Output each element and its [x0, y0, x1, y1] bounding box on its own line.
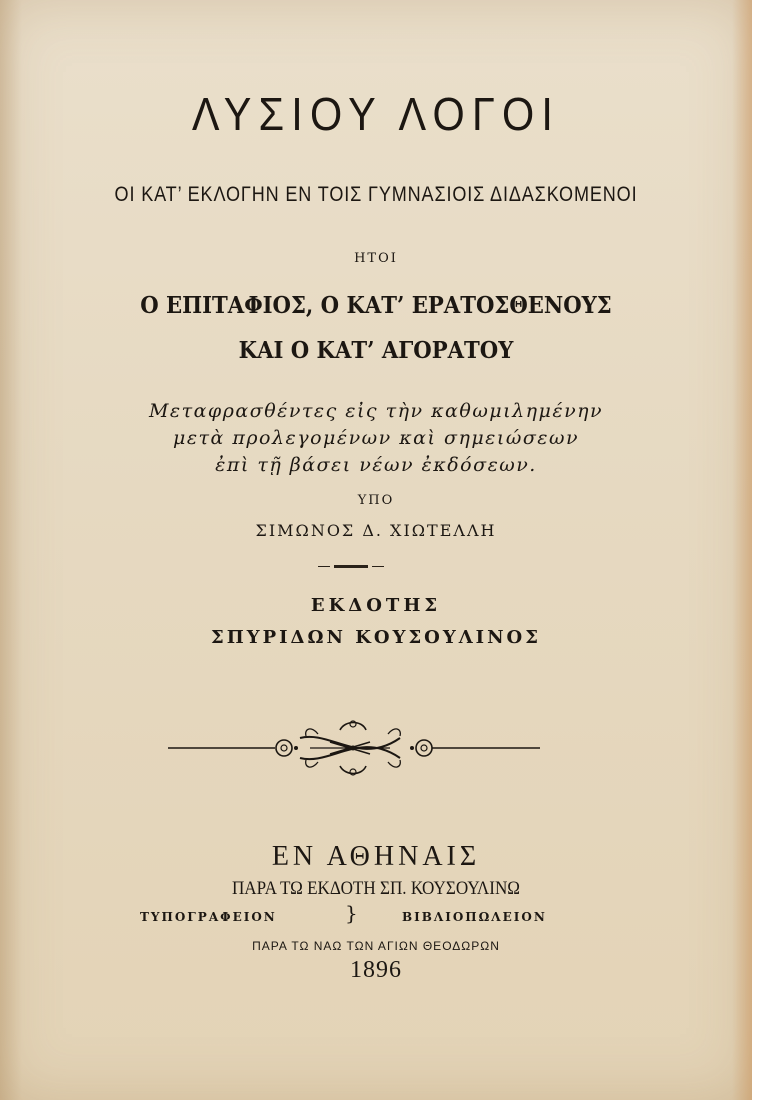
by-text: ΥΠΟ: [357, 493, 395, 508]
shop-brace: }: [345, 901, 360, 925]
works-line-1: Ο ΕΠΙΤΑΦΙΟΣ, Ο ΚΑΤ’ ΕΡΑΤΟΣΘΕΝΟΥΣ: [140, 292, 612, 319]
rule-divider-right: [372, 566, 384, 567]
publisher-label: ΕΚΔΟΤΗΣ: [310, 595, 442, 616]
translation-note-line-2: μετὰ προλεγομένων καὶ σημειώσεων: [172, 427, 580, 449]
imprint-city: ΕΝ ΑΘΗΝΑΙΣ: [271, 841, 481, 872]
shop-printing-house: ΤΥΠΟΓΡΑΦΕΙΟΝ: [140, 910, 277, 924]
shop-bookstore: ΒΙΒΛΙΟΠΩΛΕΙΟΝ: [402, 910, 547, 924]
imprint-shops: [0, 901, 752, 930]
conjunction-text: ΗΤΟΙ: [354, 251, 398, 266]
imprint-address: ΠΑΡΑ ΤΩ ΕΚΔΟΤΗ ΣΠ. ΚΟΥΣΟΥΛΙΝΩ: [231, 878, 521, 899]
scroll-flourish-ornament-icon: [0, 712, 752, 784]
rule-divider: [334, 565, 368, 568]
publication-year: 1896: [350, 957, 402, 983]
publisher-name: ΣΠΥΡΙΔΩΝ ΚΟΥΣΟΥΛΙΝΟΣ: [211, 627, 541, 648]
rule-divider-left: [318, 566, 330, 567]
translation-note-line-1: Μεταφρασθέντες εἰς τὴν καθωμιλημένην: [148, 400, 604, 422]
author-name: ΣΙΜΩΝΟΣ Δ. ΧΙΩΤΕΛΛΗ: [255, 521, 497, 540]
translation-note-line-3: ἐπὶ τῇ βάσει νέων ἐκδόσεων.: [215, 454, 537, 476]
right-edge-stain: [732, 0, 752, 1100]
book-subtitle: ΟΙ ΚΑΤ’ ΕΚΛΟΓΗΝ ΕΝ ΤΟΙΣ ΓΥΜΝΑΣΙΟΙΣ ΔΙΔΑΣΚΟΜΕΝΟΙ: [114, 183, 638, 206]
left-edge-shadow: [0, 0, 22, 1100]
works-line-2: ΚΑΙ Ο ΚΑΤ’ ΑΓΟΡΑΤΟΥ: [238, 337, 514, 364]
imprint-location: ΠΑΡΑ ΤΩ ΝΑΩ ΤΩΝ ΑΓΙΩΝ ΘΕΟΔΩΡΩΝ: [252, 939, 500, 953]
book-title: ΛΥΣΙΟΥ ΛΟΓΟΙ: [191, 88, 561, 140]
